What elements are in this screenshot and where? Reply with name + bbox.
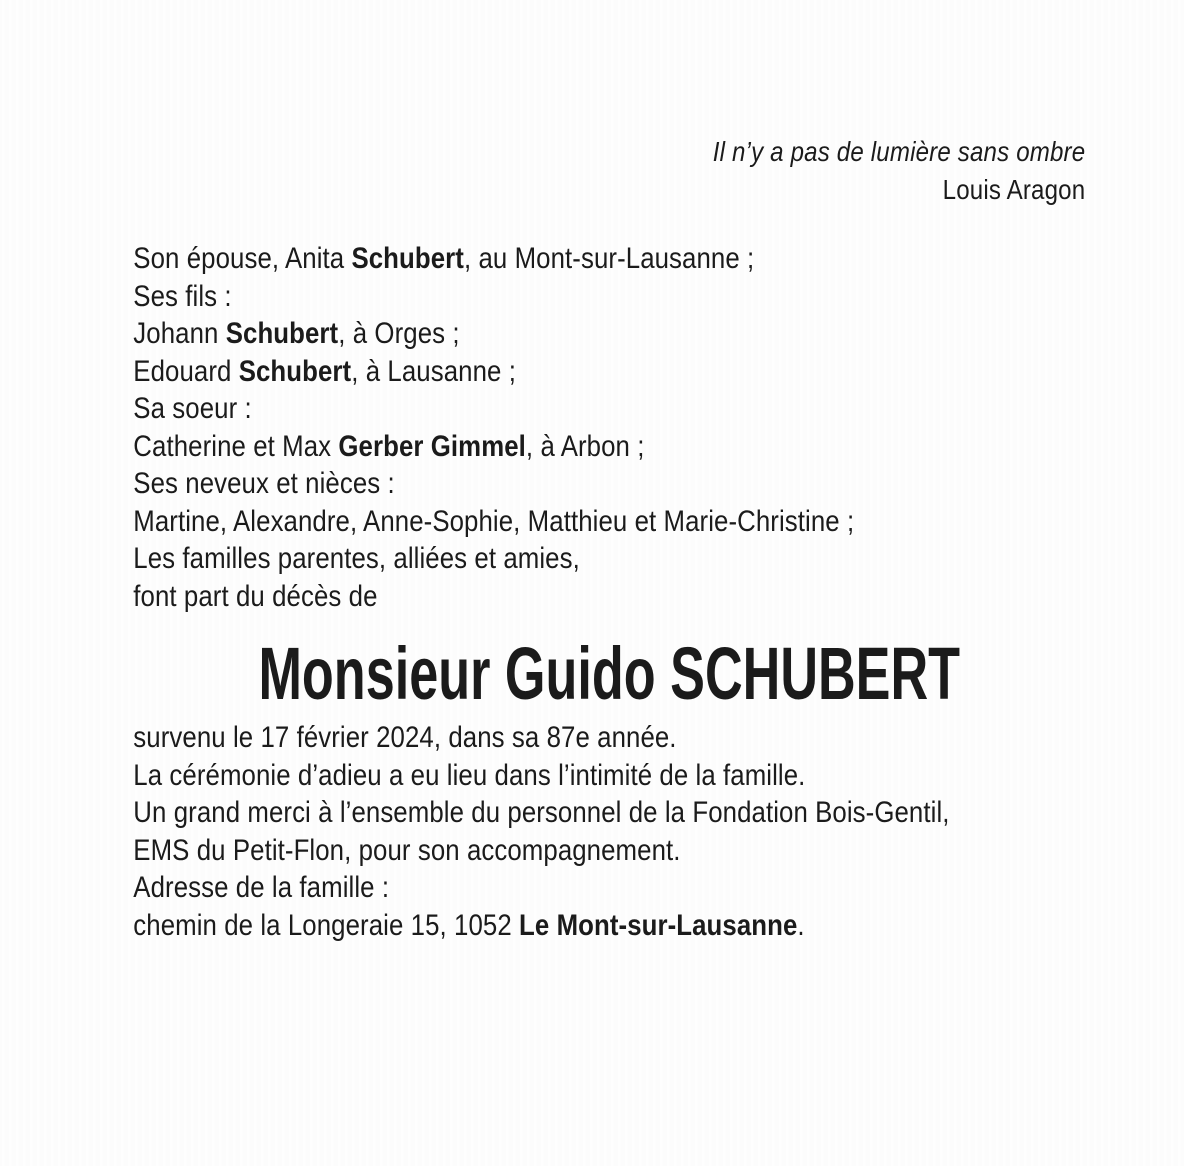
- deceased-name-text: Monsieur Guido SCHUBERT: [258, 632, 961, 715]
- text-line: [133, 240, 1085, 278]
- text-segment: La cérémonie d’adieu a eu lieu dans l’intimité de la famille.: [133, 758, 806, 792]
- text-segment: Catherine et Max: [133, 429, 339, 463]
- text-segment: Un grand merci à l’ensemble du personnel de la Fondation Bois-Gentil,: [133, 796, 950, 829]
- surname-bold-text: Schubert: [225, 317, 339, 350]
- text-segment: Sa soeur :: [133, 392, 252, 425]
- surname-bold-text: Gerber Gimmel: [338, 429, 526, 463]
- text-line: [133, 353, 1085, 391]
- text-segment: chemin de la Longeraie 15, 1052: [133, 908, 520, 942]
- quote-block: [133, 133, 1085, 209]
- text-segment: , à Orges ;: [338, 317, 460, 350]
- text-line: [133, 390, 1085, 428]
- text-segment: , à Lausanne ;: [351, 354, 516, 388]
- surname-bold-text: Le Mont-sur-Lausanne: [519, 908, 798, 942]
- quote-attribution: Louis Aragon: [942, 174, 1086, 205]
- text-segment: Ses neveux et nièces :: [133, 467, 395, 500]
- text-segment: survenu le 17 février 2024, dans sa 87e année.: [133, 721, 677, 754]
- text-segment: EMS du Petit-Flon, pour son accompagnement.: [133, 833, 681, 867]
- text-segment: Edouard: [133, 354, 239, 388]
- text-segment: .: [797, 908, 805, 942]
- text-segment: Ses fils :: [133, 279, 232, 313]
- text-line: [133, 428, 1085, 466]
- text-segment: Johann: [133, 317, 226, 350]
- text-line: [133, 465, 1085, 503]
- text-line: [133, 757, 1085, 795]
- text-line: [133, 540, 1085, 578]
- ceremony-details: [133, 719, 1085, 944]
- quote-text: Il n’y a pas de lumière sans ombre: [712, 136, 1086, 167]
- text-segment: Martine, Alexandre, Anne-Sophie, Matthieu et Marie-Christine ;: [133, 504, 855, 538]
- text-line: [133, 832, 1085, 870]
- text-line: [133, 278, 1085, 316]
- deceased-name-title: [133, 634, 1085, 714]
- text-line: [133, 578, 1085, 616]
- text-segment: , à Arbon ;: [525, 429, 645, 463]
- surname-bold-text: Schubert: [351, 242, 464, 275]
- text-line: [133, 503, 1085, 541]
- text-segment: Les familles parentes, alliées et amies,: [133, 542, 580, 575]
- text-segment: Son épouse, Anita: [133, 242, 352, 275]
- surname-bold-text: Schubert: [238, 354, 352, 388]
- family-announcement: [133, 240, 1085, 615]
- text-line: [133, 719, 1085, 757]
- text-line: [133, 907, 1085, 945]
- text-line: [133, 794, 1085, 832]
- text-line: [133, 869, 1085, 907]
- text-segment: , au Mont-sur-Lausanne ;: [463, 242, 755, 275]
- text-segment: Adresse de la famille :: [133, 871, 390, 904]
- text-line: [133, 315, 1085, 353]
- text-segment: font part du décès de: [133, 579, 378, 613]
